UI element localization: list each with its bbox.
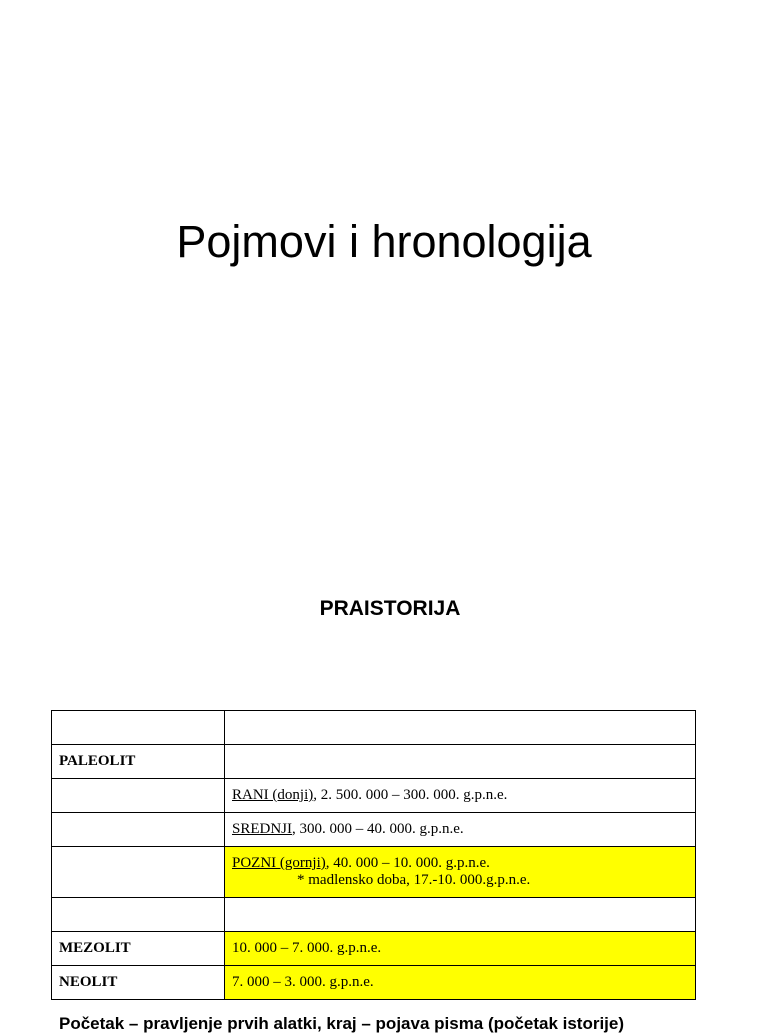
table-cell-period — [52, 711, 225, 745]
table-cell-detail — [225, 779, 696, 813]
table-cell-period: MEZOLIT — [52, 932, 225, 966]
period-range: , 2. 500. 000 – 300. 000. g.p.n.e. — [313, 787, 508, 803]
table-cell-period: PALEOLIT — [52, 745, 225, 779]
table-cell-detail-highlighted — [225, 932, 696, 966]
table-row — [52, 745, 696, 779]
period-term: SREDNJI — [232, 821, 293, 837]
table-row — [52, 966, 696, 1000]
table-row — [52, 932, 696, 966]
table-cell-period — [52, 847, 225, 898]
table-row — [52, 711, 696, 745]
table-cell-period — [52, 779, 225, 813]
chronology-table — [51, 710, 696, 1000]
table-cell-period: NEOLIT — [52, 966, 225, 1000]
table-row — [52, 847, 696, 898]
table-cell-period — [52, 898, 225, 932]
table-cell-detail — [225, 898, 696, 932]
table-cell-detail — [225, 745, 696, 779]
table-row — [52, 813, 696, 847]
table-cell-detail — [225, 711, 696, 745]
table-row — [52, 898, 696, 932]
page-title: Pojmovi i hronologija — [176, 216, 592, 267]
period-range: , 300. 000 – 40. 000. g.p.n.e. — [292, 821, 464, 837]
period-term: POZNI (gornji) — [232, 855, 326, 871]
table-row — [52, 779, 696, 813]
period-range: 7. 000 – 3. 000. g.p.n.e. — [232, 974, 374, 990]
period-subnote: * madlensko doba, 17.-10. 000.g.p.n.e. — [297, 872, 531, 888]
table-cell-period — [52, 813, 225, 847]
period-term: RANI (donji) — [232, 787, 314, 803]
table-cell-detail-highlighted — [225, 966, 696, 1000]
section-heading: PRAISTORIJA — [319, 597, 461, 620]
table-cell-detail — [225, 813, 696, 847]
footer-note: Početak – pravljenje prvih alatki, kraj – pojava pisma (početak istorije) — [59, 1014, 625, 1033]
period-range: 10. 000 – 7. 000. g.p.n.e. — [232, 940, 382, 956]
table-cell-detail-highlighted — [225, 847, 696, 898]
period-range: , 40. 000 – 10. 000. g.p.n.e. — [325, 855, 490, 871]
